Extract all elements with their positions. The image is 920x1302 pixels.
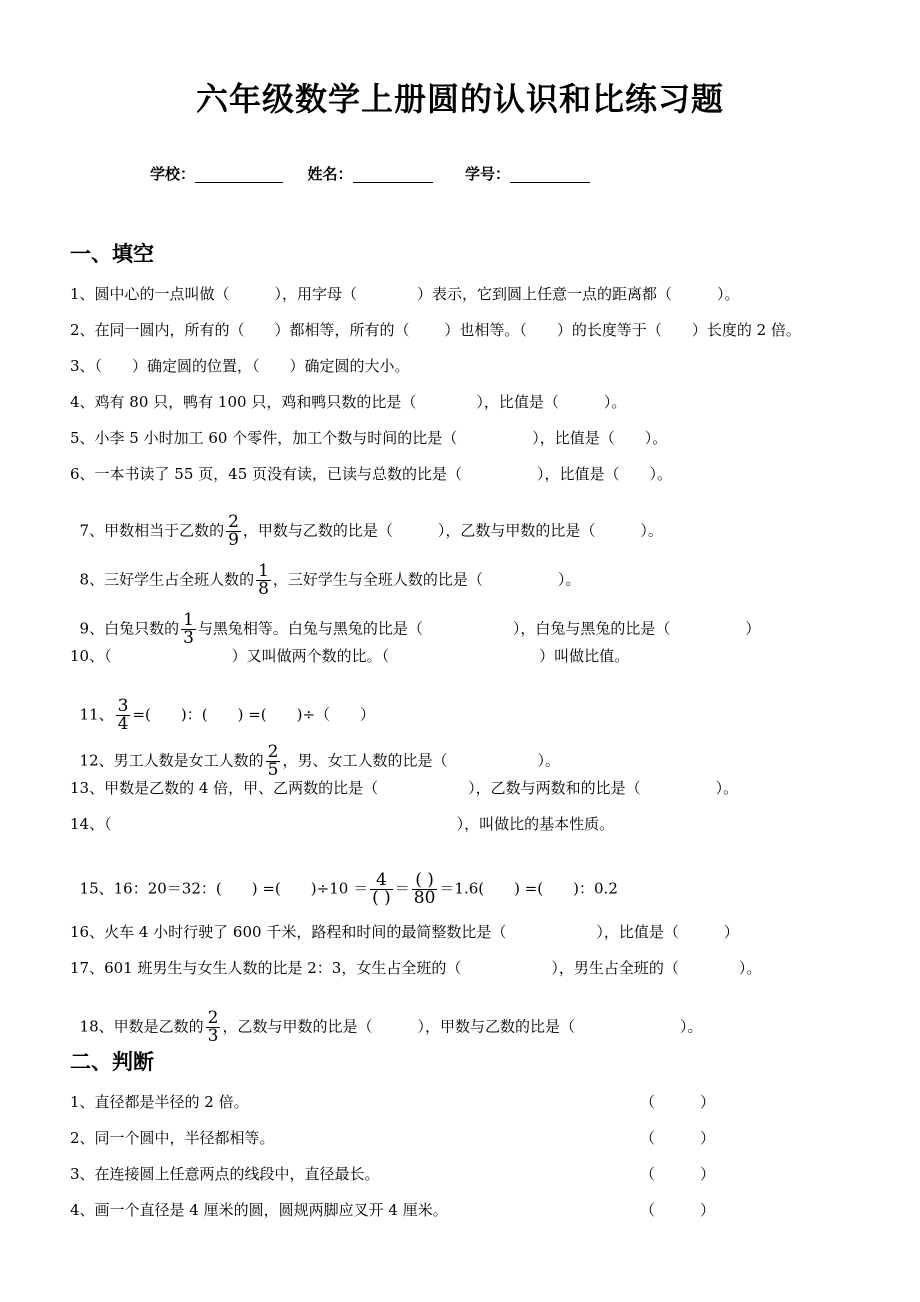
- question-7-text-a: 7、甲数相当于乙数的: [79, 521, 225, 540]
- judge-1: 1、直径都是半径的 2 倍。: [70, 1093, 249, 1111]
- number-blank[interactable]: [510, 166, 590, 183]
- fraction: [206, 1010, 221, 1045]
- denominator: 3: [207, 1026, 219, 1046]
- judge-1-answer[interactable]: （ ）: [640, 1093, 716, 1111]
- question-11-text-b: =( )：( ) =( )÷（ ）: [132, 705, 376, 724]
- denominator: 9: [228, 530, 239, 550]
- question-16: 16、火车 4 小时行驶了 600 千米，路程和时间的最简整数比是（ ），比值是（ ）: [70, 923, 739, 941]
- numerator: 2: [207, 1008, 219, 1028]
- question-17: 17、601 班男生与女生人数的比是 2：3，女生占全班的（ ），男生占全班的（ ）。: [70, 959, 762, 977]
- question-15-text-b: ＝1.6( ) =( )：0.2: [439, 879, 618, 898]
- numerator: 1: [258, 561, 269, 581]
- judge-4: 4、画一个直径是 4 厘米的圆，圆规两脚应叉开 4 厘米。: [70, 1201, 448, 1219]
- question-6: 6、一本书读了 55 页，45 页没有读，已读与总数的比是（ ），比值是（ ）。: [70, 465, 673, 483]
- denominator: 8: [258, 579, 269, 599]
- denominator: 3: [183, 628, 194, 648]
- numerator: 3: [117, 696, 129, 716]
- question-1: 1、圆中心的一点叫做（ ），用字母（ ）表示，它到圆上任意一点的距离都（ ）。: [70, 285, 740, 303]
- question-8-text-b: ，三好学生与全班人数的比是（ ）。: [272, 570, 581, 589]
- school-label: 学校：: [150, 165, 196, 183]
- name-blank[interactable]: [353, 166, 433, 183]
- judge-2: 2、同一个圆中，半径都相等。: [70, 1129, 275, 1147]
- numerator: 2: [267, 742, 279, 762]
- judge-2-answer[interactable]: （ ）: [640, 1129, 716, 1147]
- section-judge-title: 二、判断: [70, 1050, 154, 1074]
- question-4: 4、鸡有 80 只，鸭有 100 只，鸡和鸭只数的比是（ ），比值是（ ）。: [70, 393, 627, 411]
- judge-3-answer[interactable]: （ ）: [640, 1165, 716, 1183]
- student-info: [150, 163, 590, 184]
- judge-3: 3、在连接圆上任意两点的线段中，直径最长。: [70, 1165, 380, 1183]
- question-13: 13、甲数是乙数的 4 倍，甲、乙两数的比是（ ），乙数与两数和的比是（ ）。: [70, 779, 739, 797]
- numerator: 4: [370, 872, 393, 890]
- fraction: [412, 872, 438, 907]
- question-18-text-a: 18、甲数是乙数的: [79, 1017, 204, 1036]
- name-label: 姓名：: [307, 165, 353, 183]
- denominator: 80: [413, 888, 436, 908]
- question-15-equals: ＝: [394, 879, 410, 898]
- judge-4-answer[interactable]: （ ）: [640, 1201, 716, 1219]
- question-9: [70, 592, 760, 647]
- question-8: [70, 543, 580, 598]
- question-9-text-b: 与黑兔相等。白兔与黑兔的比是（ ），白兔与黑兔的比是（ ）: [197, 619, 761, 638]
- question-15: [70, 852, 618, 907]
- fraction: [266, 744, 281, 779]
- question-10: 10、（ ）又叫做两个数的比。（ ）叫做比值。: [70, 647, 630, 665]
- question-11-text-a: 11、: [79, 705, 114, 724]
- question-7-text-b: ，甲数与乙数的比是（ ），乙数与甲数的比是（ ）。: [242, 521, 663, 540]
- denominator: 4: [117, 714, 129, 734]
- question-14: 14、（ ），叫做比的基本性质。: [70, 815, 615, 833]
- question-18-text-b: ，乙数与甲数的比是（ ），甲数与乙数的比是（ ）。: [222, 1017, 703, 1036]
- numerator: ( ): [412, 872, 438, 890]
- section-fill-title: 一、填空: [70, 242, 154, 266]
- school-blank[interactable]: [195, 166, 283, 183]
- question-9-text-a: 9、白兔只数的: [79, 619, 180, 638]
- question-5: 5、小李 5 小时加工 60 个零件，加工个数与时间的比是（ ），比值是（ ）。: [70, 429, 668, 447]
- question-2: 2、在同一圆内，所有的（ ）都相等，所有的（ ）也相等。（ ）的长度等于（ ）长度的 2 倍。: [70, 321, 801, 339]
- question-18: [70, 990, 702, 1045]
- question-8-text-a: 8、三好学生占全班人数的: [79, 570, 255, 589]
- question-3: 3、（ ）确定圆的位置，（ ）确定圆的大小。: [70, 357, 410, 375]
- question-7: [70, 494, 663, 549]
- numerator: 1: [183, 610, 194, 630]
- page-title: 六年级数学上册圆的认识和比练习题: [195, 80, 724, 118]
- fraction: [181, 612, 196, 647]
- number-label: 学号：: [464, 165, 510, 183]
- question-12: [70, 724, 560, 779]
- numerator: 2: [228, 512, 239, 532]
- fraction: [370, 872, 393, 907]
- denominator: 5: [267, 760, 279, 780]
- question-12-text-a: 12、男工人数是女工人数的: [79, 751, 264, 770]
- denominator: ( ): [372, 888, 391, 908]
- question-15-text-a: 15、16：20＝32：( ) =( )÷10 ＝: [79, 879, 369, 898]
- question-12-text-b: ，男、女工人数的比是（ ）。: [282, 751, 560, 770]
